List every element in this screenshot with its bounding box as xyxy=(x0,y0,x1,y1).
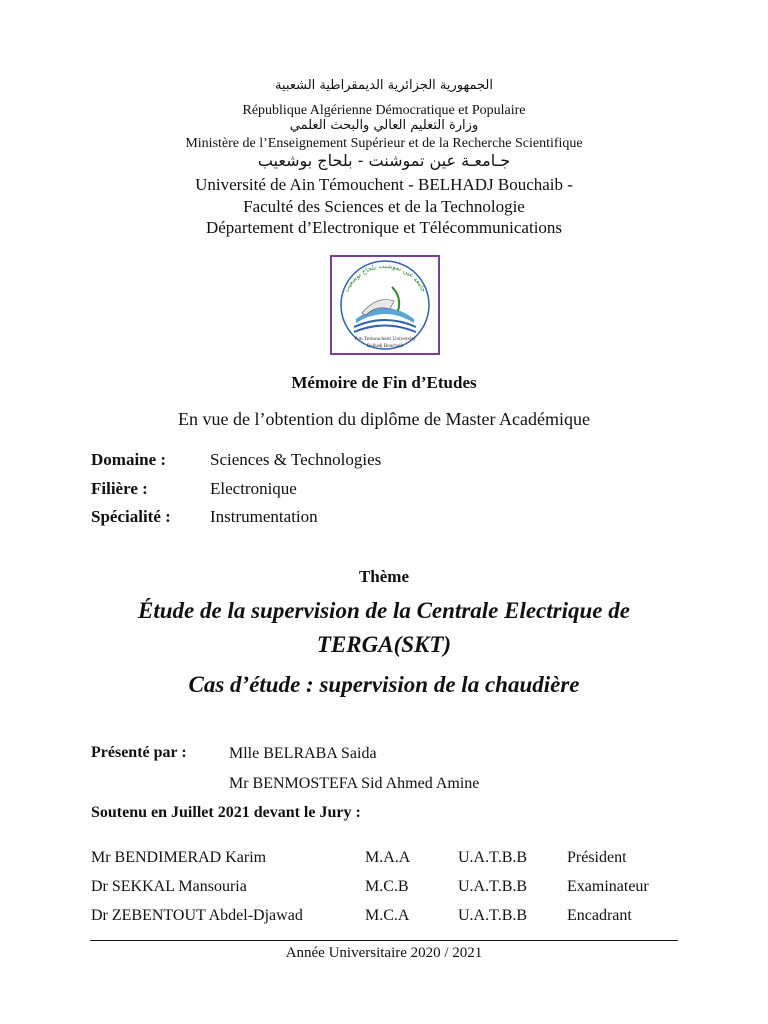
jury-role: Encadrant xyxy=(567,907,632,924)
jury-institution: U.A.T.B.B xyxy=(458,907,528,924)
jury-institution: U.A.T.B.B xyxy=(458,849,528,866)
jury-role: Président xyxy=(567,849,627,866)
jury-grade: M.C.B xyxy=(365,878,409,895)
student-name: Mlle BELRABA Saida xyxy=(229,745,377,762)
arabic-university-line: جـامعـة عين تموشنت - بلحاج بوشعيب xyxy=(257,151,511,170)
jury-name: Dr SEKKAL Mansouria xyxy=(91,878,247,895)
theme-subtitle: Cas d’étude : supervision de la chaudière xyxy=(188,672,580,697)
footer-divider xyxy=(90,940,678,941)
theme-label: Thème xyxy=(358,567,410,586)
jury-name: Dr ZEBENTOUT Abdel-Djawad xyxy=(91,907,303,924)
university-logo xyxy=(330,255,440,355)
republic-line: République Algérienne Démocratique et Populaire xyxy=(242,103,526,118)
theme-title-line1: Étude de la supervision de la Centrale Electrique de xyxy=(138,598,630,623)
department-line: Département d’Electronique et Télécommunications xyxy=(205,218,563,237)
logo-caption-line2: Belhadj Bouchaib xyxy=(367,344,403,349)
jury-grade: M.A.A xyxy=(365,849,411,866)
logo-caption-line1: Ain Temouchent University xyxy=(354,336,416,342)
jury-role: Examinateur xyxy=(567,878,649,895)
field-value: Instrumentation xyxy=(210,507,318,526)
faculty-line: Faculté des Sciences et de la Technologie xyxy=(243,197,525,216)
presented-label: Présenté par : xyxy=(91,744,187,761)
jury-institution: U.A.T.B.B xyxy=(458,878,528,895)
student-name: Mr BENMOSTEFA Sid Ahmed Amine xyxy=(229,775,480,792)
jury-name: Mr BENDIMERAD Karim xyxy=(91,849,267,866)
university-line: Université de Ain Témouchent - BELHADJ Bouchaib - xyxy=(195,175,573,194)
thesis-purpose: En vue de l’obtention du diplôme de Master Académique xyxy=(178,409,590,429)
arabic-ministry-line: وزارة التعليم العالي والبحث العلمي xyxy=(289,118,479,133)
arabic-republic-line: الجمهورية الجزائرية الديمقراطية الشعبية xyxy=(275,78,493,93)
thesis-type: Mémoire de Fin d’Etudes xyxy=(291,373,477,392)
university-logo-emblem xyxy=(332,257,438,353)
theme-title-line2: TERGA(SKT) xyxy=(316,632,452,657)
field-label: Filière : xyxy=(91,479,148,498)
ministry-line: Ministère de l’Enseignement Supérieur et de la Recherche Scientifique xyxy=(185,136,583,151)
jury-heading: Soutenu en Juillet 2021 devant le Jury : xyxy=(91,804,361,821)
field-label: Domaine : xyxy=(91,450,167,469)
field-label: Spécialité : xyxy=(91,507,171,526)
logo-arc-text: جامعة عين تموشنت بلحاج بوشعيب xyxy=(342,261,428,294)
field-value: Electronique xyxy=(210,479,297,498)
jury-grade: M.C.A xyxy=(365,907,410,924)
field-value: Sciences & Technologies xyxy=(210,450,382,469)
academic-year: Année Universitaire 2020 / 2021 xyxy=(285,945,483,961)
